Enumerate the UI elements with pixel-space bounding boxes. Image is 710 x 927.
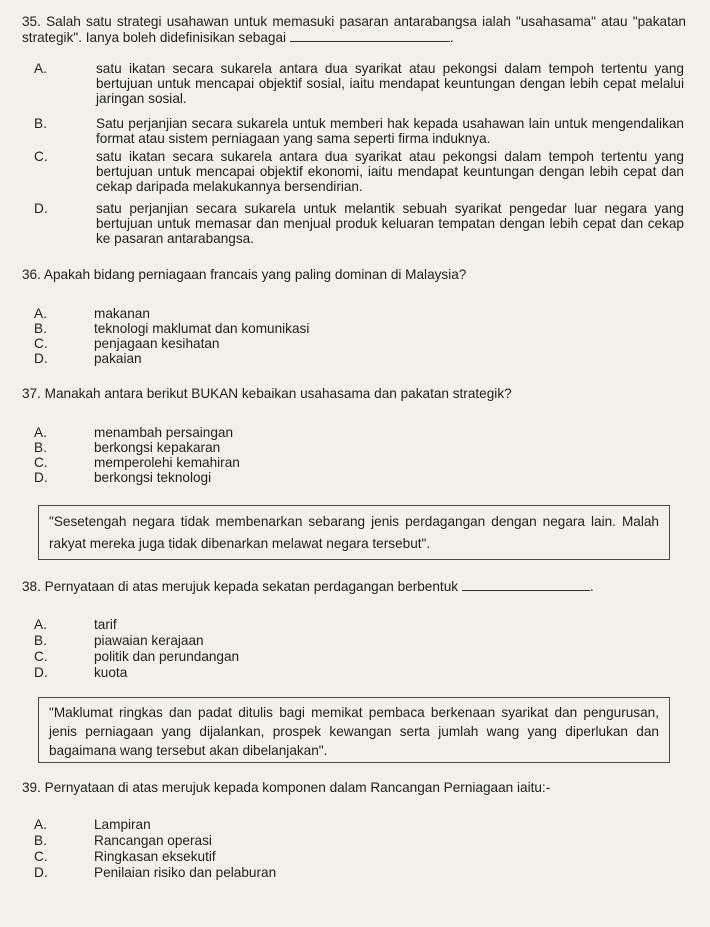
q35-option-c[interactable] <box>34 149 684 194</box>
option-letter: D. <box>34 665 48 680</box>
q36-option-c[interactable] <box>34 336 534 351</box>
option-letter: A. <box>34 306 47 321</box>
q35-option-d[interactable] <box>34 201 684 246</box>
option-letter: A. <box>34 817 47 832</box>
option-text: kuota <box>94 665 128 680</box>
option-letter: B. <box>34 633 47 648</box>
option-text: Lampiran <box>94 817 151 832</box>
option-letter: B. <box>34 321 47 336</box>
question-39-stem: 39. Pernyataan di atas merujuk kepada komponen dalam Rancangan Perniagaan iaitu:- <box>22 780 551 795</box>
option-text: memperolehi kemahiran <box>94 455 240 470</box>
option-letter: C. <box>34 849 48 864</box>
q38-option-b[interactable] <box>34 633 534 648</box>
option-text: satu ikatan secara sukarela antara dua syarikat atau pekongsi dalam tempoh tertentu yang bertujuan untuk mencapai objektif ekonomi, iaitu mendapat keuntungan dengan lebih cepat dan cekap daripada melakukannya bersendirian. <box>96 149 684 194</box>
q39-statement-box: "Maklumat ringkas dan padat ditulis bagi memikat pembaca berkenaan syarikat dan pengurusan, jenis perniagaan yang dijalankan, prospek kewangan serta jumlah wang yang diperlukan dan bagaimana wang tersebut akan dibelanjakan". <box>38 697 670 763</box>
option-letter: C. <box>34 455 48 470</box>
option-text: piawaian kerajaan <box>94 633 204 648</box>
q36-option-a[interactable] <box>34 306 534 321</box>
option-text: tarif <box>94 617 117 632</box>
q38-statement-box: "Sesetengah negara tidak membenarkan sebarang jenis perdagangan dengan negara lain. Malah rakyat mereka juga tidak dibenarkan melawat negara tersebut". <box>38 505 670 560</box>
q37-option-b[interactable] <box>34 440 534 455</box>
answer-blank <box>290 29 450 42</box>
answer-blank <box>462 578 590 591</box>
option-letter: A. <box>34 617 47 632</box>
option-letter: D. <box>34 865 48 880</box>
option-text: politik dan perundangan <box>94 649 240 664</box>
q38-option-d[interactable] <box>34 665 534 680</box>
question-35-stem: 35. Salah satu strategi usahawan untuk memasuki pasaran antarabangsa ialah "usahasama" atau "pakatan strategik". Ianya boleh didefinisikan sebagai <box>22 14 686 45</box>
option-letter: A. <box>34 425 47 440</box>
q38-option-c[interactable] <box>34 649 534 664</box>
option-letter: D. <box>34 201 48 216</box>
q37-option-d[interactable] <box>34 470 534 485</box>
option-text: pakaian <box>94 351 142 366</box>
option-text: Satu perjanjian secara sukarela untuk memberi hak kepada usahawan lain untuk mengendalikan format atau sistem perniagaan yang sama seperti firma induknya. <box>96 116 684 146</box>
option-letter: D. <box>34 351 48 366</box>
option-letter: B. <box>34 833 47 848</box>
option-text: teknologi maklumat dan komunikasi <box>94 321 310 336</box>
q39-option-d[interactable] <box>34 865 534 880</box>
q38-option-a[interactable] <box>34 617 534 632</box>
option-text: berkongsi teknologi <box>94 470 212 485</box>
option-letter: B. <box>34 440 47 455</box>
option-text: satu ikatan secara sukarela antara dua syarikat atau pekongsi dalam tempoh tertentu yang bertujuan untuk mencapai objektif sosial, iaitu mendapat keuntungan dengan lebih cepat melalui jaringan sosial. <box>96 61 684 106</box>
option-text: Ringkasan eksekutif <box>94 849 216 864</box>
q35-option-a[interactable] <box>34 61 684 106</box>
option-text: berkongsi kepakaran <box>94 440 221 455</box>
question-36-stem: 36. Apakah bidang perniagaan francais yang paling dominan di Malaysia? <box>22 267 467 282</box>
option-text: makanan <box>94 306 150 321</box>
q39-option-c[interactable] <box>34 849 534 864</box>
question-35: 35. Salah satu strategi usahawan untuk memasuki pasaran antarabangsa ialah "usahasama" atau "pakatan strategik". Ianya boleh didefinisikan sebagai . <box>22 14 686 45</box>
option-letter: C. <box>34 649 48 664</box>
option-text: Rancangan operasi <box>94 833 212 848</box>
question-38-stem: 38. Pernyataan di atas merujuk kepada sekatan perdagangan berbentuk <box>22 579 459 594</box>
option-text: satu perjanjian secara sukarela untuk melantik sebuah syarikat pengedar luar negara yang bertujuan untuk memasar dan menjual produk keluaran tempatan dengan lebih cepat dan cekap ke pasaran antarabangsa. <box>96 201 684 246</box>
q36-option-b[interactable] <box>34 321 534 336</box>
q35-option-b[interactable] <box>34 116 684 146</box>
q37-option-a[interactable] <box>34 425 534 440</box>
option-text: menambah persaingan <box>94 425 234 440</box>
question-37-stem: 37. Manakah antara berikut BUKAN kebaikan usahasama dan pakatan strategik? <box>22 386 512 401</box>
q37-option-c[interactable] <box>34 455 534 470</box>
option-text: Penilaian risiko dan pelaburan <box>94 865 277 880</box>
question-38: 38. Pernyataan di atas merujuk kepada sekatan perdagangan berbentuk . <box>22 579 594 594</box>
q36-option-d[interactable] <box>34 351 534 366</box>
option-letter: D. <box>34 470 48 485</box>
q39-option-a[interactable] <box>34 817 534 832</box>
option-letter: B. <box>34 116 47 131</box>
option-letter: C. <box>34 336 48 351</box>
option-letter: C. <box>34 149 48 164</box>
q39-option-b[interactable] <box>34 833 534 848</box>
option-letter: A. <box>34 61 47 76</box>
option-text: penjagaan kesihatan <box>94 336 220 351</box>
